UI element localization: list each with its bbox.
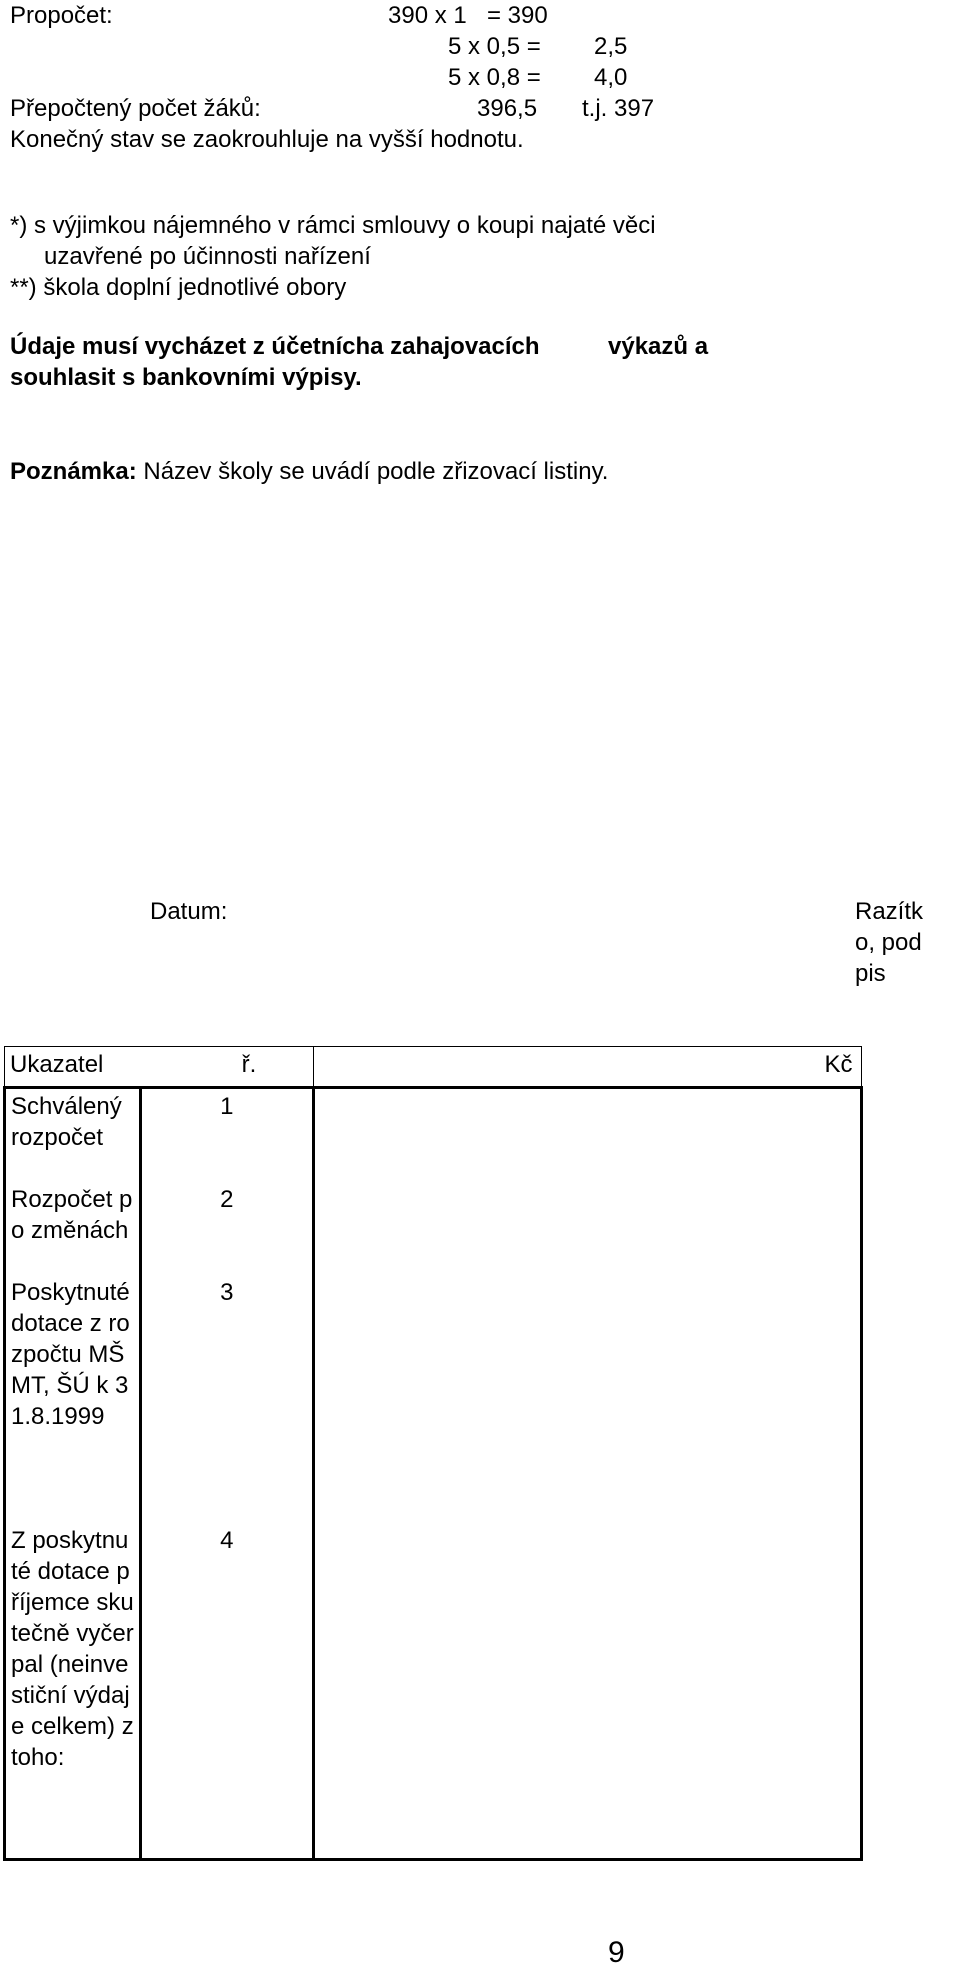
row-label: Schválený rozpočet — [5, 1088, 141, 1183]
recount-label: Přepočtený počet žáků: — [10, 95, 261, 122]
calc-row3-result: 4,0 — [594, 64, 628, 91]
recount-value: 396,5 — [477, 95, 538, 122]
row-label: Rozpočet po změnách — [5, 1182, 141, 1275]
row-value[interactable] — [313, 1182, 861, 1275]
row-number: 2 — [220, 1186, 234, 1213]
note-label: Poznámka: — [10, 458, 137, 485]
table-row — [5, 1523, 862, 1860]
footnote-star1-line2: uzavřené po účinnosti nařízení — [44, 243, 371, 270]
table-row — [5, 1088, 862, 1183]
row-value[interactable] — [313, 1523, 861, 1860]
footnote-star1-line1: *) s výjimkou nájemného v rámci smlouvy o koupi najaté věci — [10, 212, 656, 239]
header-amount: Kč — [313, 1047, 861, 1088]
budget-table — [3, 1046, 863, 1861]
calc-row3: 5 x 0,8 = — [448, 64, 541, 91]
header-indicator: Ukazatel — [5, 1047, 141, 1088]
calc-row2-result: 2,5 — [594, 33, 628, 60]
note-text: Název školy se uvádí podle zřizovací listiny. — [143, 458, 609, 485]
footnote-star2: **) škola doplní jednotlivé obory — [10, 274, 347, 301]
notice-line2: souhlasit s bankovními výpisy. — [10, 364, 362, 391]
row-number: 1 — [220, 1093, 234, 1120]
recount-tj: t.j. 397 — [582, 95, 655, 122]
row-value[interactable] — [313, 1275, 861, 1523]
notice-line1: Údaje musí vycházet z účetnícha zahajovacích — [10, 333, 540, 360]
round-note: Konečný stav se zaokrouhluje na vyšší hodnotu. — [10, 126, 524, 153]
calc-row2: 5 x 0,5 = — [448, 33, 541, 60]
table-row — [5, 1182, 862, 1275]
note-line — [10, 456, 608, 487]
stamp-label: Razítko, podpis — [855, 898, 924, 987]
date-label: Datum: — [150, 898, 228, 925]
notice-line1-tail: výkazů a — [608, 333, 709, 360]
row-value[interactable] — [313, 1088, 861, 1183]
header-row-number: ř. — [141, 1047, 314, 1088]
row-label: Z poskytnuté dotace příjemce skutečně vyčerpal (neinvestiční výdaje celkem) z toho: — [5, 1523, 141, 1860]
calc-row1-result: = 390 — [487, 2, 548, 29]
row-number: 4 — [141, 1523, 314, 1860]
table-row — [5, 1275, 862, 1523]
row-number: 3 — [220, 1279, 234, 1306]
calc-label: Propočet: — [10, 2, 113, 29]
row-label: Poskytnuté dotace z rozpočtu MŠMT, ŠÚ k 31.8.1999 — [5, 1275, 141, 1523]
calc-row1: 390 x 1 — [388, 2, 467, 29]
page-number: 9 — [608, 1936, 625, 1969]
table-header-row — [5, 1047, 862, 1088]
